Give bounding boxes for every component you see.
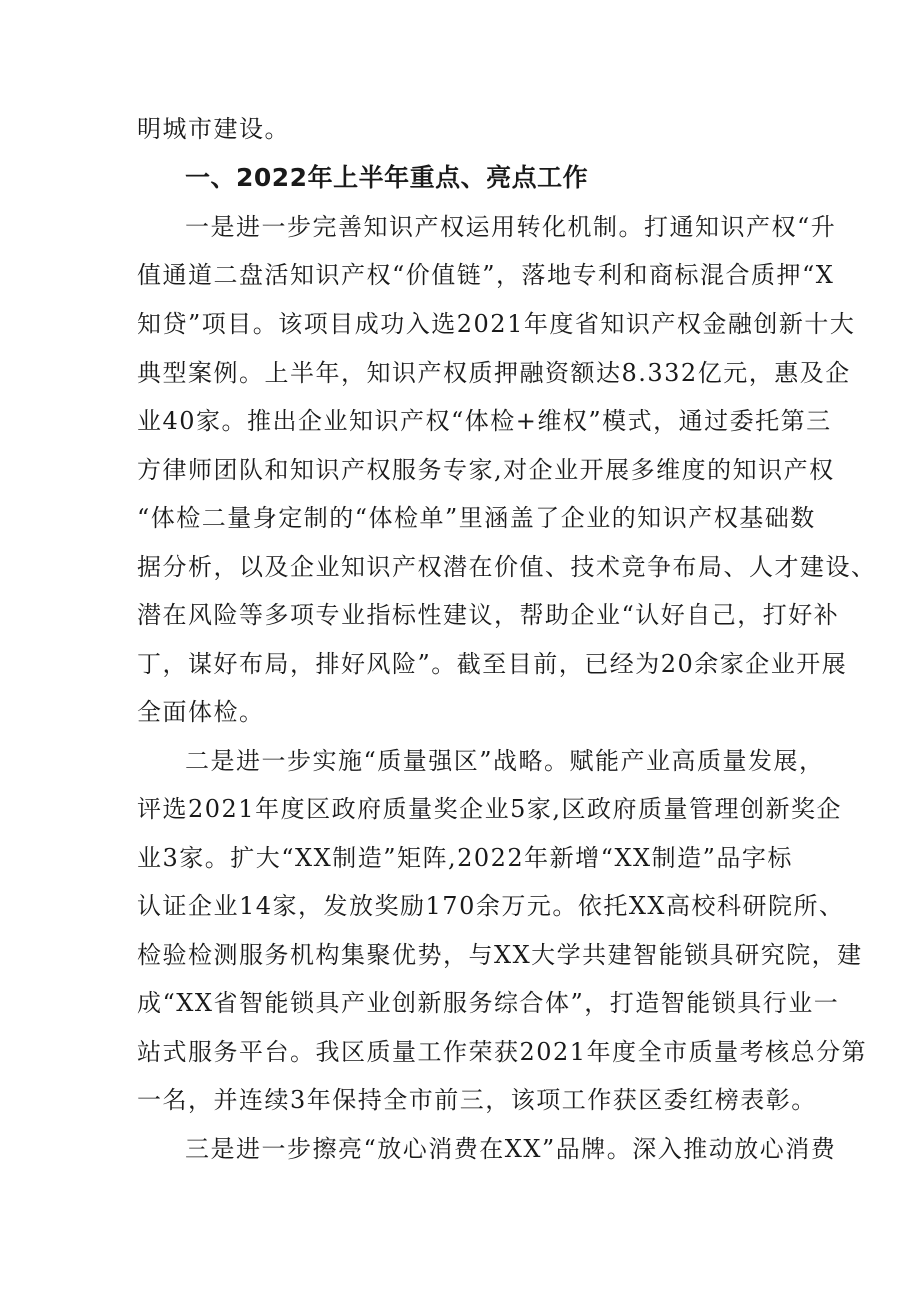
paragraph-1-line: 据分析，以及企业知识产权潜在价值、技术竞争布局、人才建设、 (137, 553, 877, 581)
paragraph-1-line: 全面体检。 (137, 698, 265, 726)
paragraph-1-line: 典型案例。上半年，知识产权质押融资额达8.332亿元，惠及企 (137, 359, 851, 387)
paragraph-2-line: 成“XX省智能锁具产业创新服务综合体”，打造智能锁具行业一 (137, 989, 840, 1017)
paragraph-2-line: 认证企业14家，发放奖励170余万元。依托XX高校科研院所、 (137, 892, 845, 920)
paragraph-1-line: 业40家。推出企业知识产权“体检+维权”模式，通过委托第三 (137, 407, 832, 435)
paragraph-1-line: 一是进一步完善知识产权运用转化机制。打通知识产权“升 (185, 213, 837, 241)
paragraph-1-line: 方律师团队和知识产权服务专家,对企业开展多维度的知识产权 (137, 456, 835, 484)
paragraph-1-line: “体检二量身定制的“体检单”里涵盖了企业的知识产权基础数 (137, 504, 816, 532)
section-heading: 一、2022年上半年重点、亮点工作 (185, 163, 589, 192)
paragraph-2-line: 站式服务平台。我区质量工作荣获2021年度全市质量考核总分第 (137, 1038, 868, 1066)
paragraph-2-line: 业3家。扩大“XX制造”矩阵,2022年新增“XX制造”品字标 (137, 844, 793, 872)
paragraph-2-line: 评选2021年度区政府质量奖企业5家,区政府质量管理创新奖企 (137, 795, 842, 823)
paragraph-1-line: 知贷”项目。该项目成功入选2021年度省知识产权金融创新十大 (137, 310, 856, 338)
paragraph-1-line: 潜在风险等多项专业指标性建议，帮助企业“认好自己，打好补 (137, 601, 840, 629)
paragraph-2-line: 一名，并连续3年保持全市前三，该项工作获区委红榜表彰。 (137, 1086, 817, 1114)
paragraph-2-line: 二是进一步实施“质量强区”战略。赋能产业高质量发展， (185, 747, 825, 775)
paragraph-1-line: 丁，谋好布局，排好风险”。截至目前，已经为20余家企业开展 (137, 650, 848, 678)
paragraph-1-line: 值通道二盘活知识产权“价值链”，落地专利和商标混合质押“X (137, 261, 835, 289)
text-line-continuation: 明城市建设。 (137, 115, 290, 143)
paragraph-3-line: 三是进一步擦亮“放心消费在XX”品牌。深入推动放心消费 (185, 1135, 837, 1163)
paragraph-2-line: 检验检测服务机构集聚优势，与XX大学共建智能锁具研究院，建 (137, 941, 863, 969)
